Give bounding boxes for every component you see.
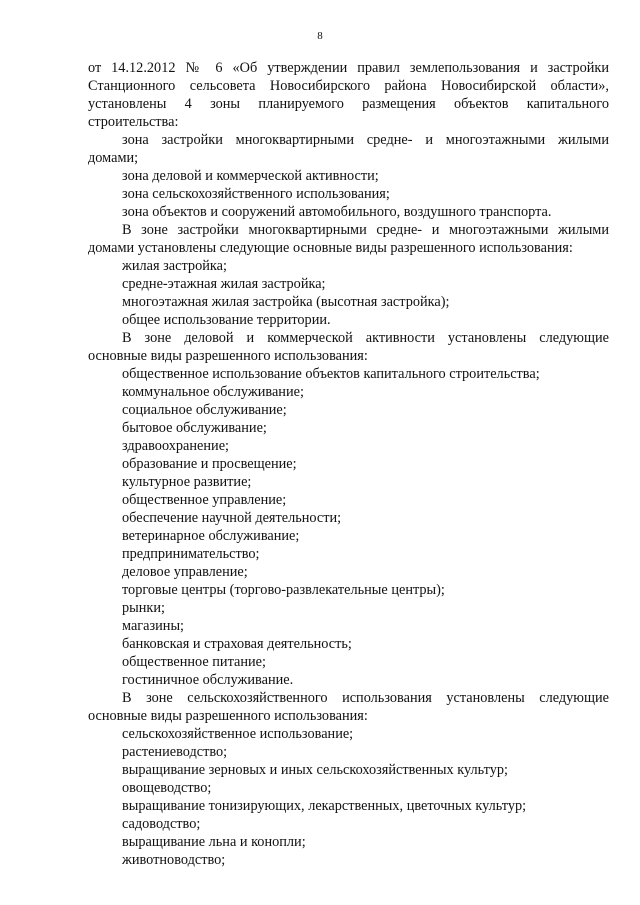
text-line: зона объектов и сооружений автомобильного, воздушного транспорта. <box>122 204 552 220</box>
text-line: общественное управление; <box>122 492 287 508</box>
page-number: 8 <box>317 30 323 42</box>
text-line: банковская и страховая деятельность; <box>122 636 352 652</box>
text-line: здравоохранение; <box>122 438 230 454</box>
text-line: многоэтажная жилая застройка (высотная застройка); <box>122 294 450 310</box>
text-line: образование и просвещение; <box>122 456 297 472</box>
text-line: гостиничное обслуживание. <box>122 672 294 688</box>
text-line: бытовое обслуживание; <box>122 420 267 436</box>
text-line: садоводство; <box>122 816 201 832</box>
text-line: В зоне деловой и коммерческой активности установлены следующие <box>122 330 609 346</box>
text-line: домами; <box>88 150 139 166</box>
text-line: обеспечение научной деятельности; <box>122 510 342 526</box>
text-line: общественное питание; <box>122 654 266 670</box>
text-line: общественное использование объектов капитального строительства; <box>122 366 540 382</box>
text-line: зона сельскохозяйственного использования; <box>122 186 390 202</box>
text-line: выращивание льна и конопли; <box>122 834 306 850</box>
text-line: культурное развитие; <box>122 474 252 490</box>
text-line: выращивание зерновых и иных сельскохозяйственных культур; <box>122 762 508 778</box>
text-line: выращивание тонизирующих, лекарственных, цветочных культур; <box>122 798 527 814</box>
text-line: В зоне застройки многоквартирными средне- и многоэтажными жилыми <box>122 222 609 238</box>
text-line: ветеринарное обслуживание; <box>122 528 300 544</box>
text-line: магазины; <box>122 618 185 634</box>
text-line: сельскохозяйственное использование; <box>122 726 354 742</box>
text-line: домами установлены следующие основные виды разрешенного использования: <box>88 240 573 256</box>
text-line: торговые центры (торгово-развлекательные центры); <box>122 582 445 598</box>
text-line: основные виды разрешенного использования: <box>88 708 368 724</box>
text-line: Станционного сельсовета Новосибирского района Новосибирской области», <box>88 78 609 94</box>
text-line: основные виды разрешенного использования: <box>88 348 368 364</box>
text-line: зона деловой и коммерческой активности; <box>122 168 379 184</box>
text-line: В зоне сельскохозяйственного использования установлены следующие <box>122 690 609 706</box>
text-line: общее использование территории. <box>122 312 331 328</box>
text-line: предпринимательство; <box>122 546 260 562</box>
text-line: от 14.12.2012 № 6 «Об утверждении правил землепользования и застройки <box>88 60 609 76</box>
text-line: животноводство; <box>122 852 226 868</box>
text-line: зона застройки многоквартирными средне- и многоэтажными жилыми <box>122 132 609 148</box>
text-line: строительства: <box>88 114 179 130</box>
text-line: коммунальное обслуживание; <box>122 384 304 400</box>
text-line: социальное обслуживание; <box>122 402 287 418</box>
text-line: рынки; <box>122 600 165 616</box>
text-line: установлены 4 зоны планируемого размещения объектов капитального <box>88 96 609 112</box>
text-line: деловое управление; <box>122 564 248 580</box>
text-line: растениеводство; <box>122 744 228 760</box>
document-body <box>88 59 609 869</box>
text-line: жилая застройка; <box>122 258 227 274</box>
text-line: овощеводство; <box>122 780 212 796</box>
text-line: средне-этажная жилая застройка; <box>122 276 326 292</box>
